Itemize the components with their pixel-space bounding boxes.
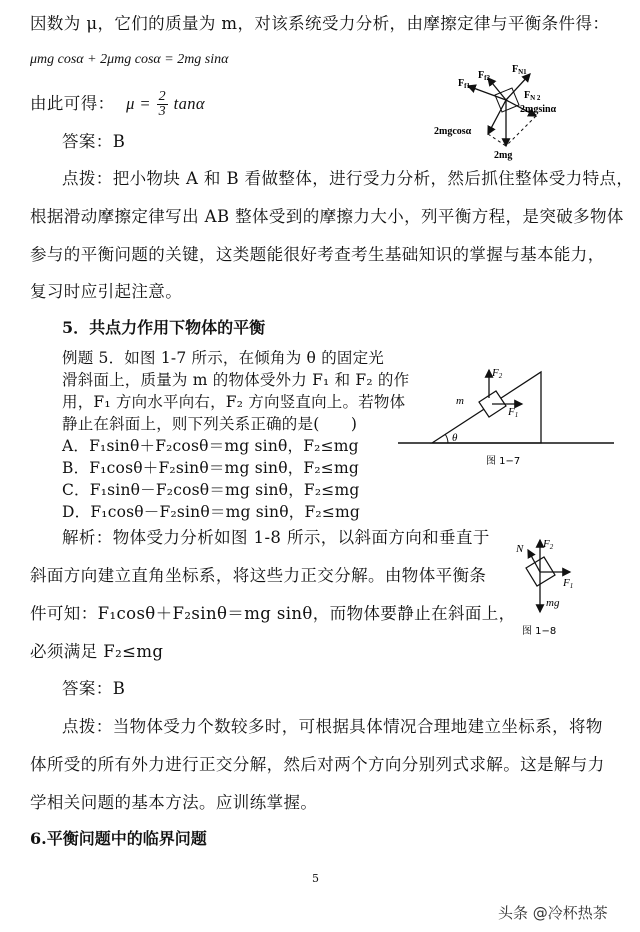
example-line: 静止在斜面上，则下列关系正确的是( ) bbox=[62, 415, 358, 433]
option-a: A．F₁sinθ＋F₂cosθ＝mg sinθ，F₂≤mg bbox=[62, 437, 359, 455]
label-2mgcos: 2mgcosα bbox=[434, 126, 472, 137]
fraction bbox=[157, 90, 168, 119]
example-line: 用，F₁ 方向水平向右，F₂ 方向竖直向上。若物体 bbox=[62, 393, 406, 411]
angle-arc bbox=[445, 434, 448, 443]
label-theta: θ bbox=[452, 432, 458, 444]
label-m: m bbox=[456, 395, 464, 407]
solution-line: 斜面方向建立直角坐标系，将这些力正交分解。由物体平衡条 bbox=[30, 566, 487, 585]
label-ff1: $F_{f1}$ bbox=[458, 78, 470, 90]
label-f1: F1 bbox=[508, 406, 519, 419]
fraction-denominator: 3 bbox=[158, 104, 166, 119]
tip-line: 根据滑动摩擦定律写出 AB 整体受到的摩擦力大小，列平衡方程，是突破多物体 bbox=[30, 207, 624, 226]
tip-line: 体所受的所有外力进行正交分解，然后对两个方向分别列式求解。这是解与力 bbox=[30, 755, 605, 774]
figure-1-7 bbox=[396, 352, 621, 470]
section-heading-6: 6.平衡问题中的临界问题 bbox=[30, 829, 207, 848]
dash-line bbox=[506, 116, 536, 146]
tip-line: 参与的平衡问题的关键，这类题能很好考查考生基础知识的掌握与基本能力， bbox=[30, 245, 605, 264]
page-number: 5 bbox=[312, 872, 319, 885]
label-mg: mg bbox=[546, 597, 560, 609]
mu-lhs: μ = bbox=[126, 94, 151, 113]
label-fn2: $F_{N 2}$ bbox=[524, 90, 541, 102]
solution-line: 解析：物体受力分析如图 1-8 所示，以斜面方向和垂直于 bbox=[62, 528, 490, 547]
label-f1: F1 bbox=[563, 577, 574, 590]
solution-line: 必须满足 F₂≤mg bbox=[30, 642, 164, 661]
solution-line: 件可知：F₁cosθ＋F₂sinθ＝mg sinθ，而物体要静止在斜面上， bbox=[30, 604, 516, 623]
section-heading-5: 5．共点力作用下物体的平衡 bbox=[62, 318, 266, 337]
label-2mgsin: 2mgsinα bbox=[520, 104, 557, 115]
label-f2: F2 bbox=[492, 367, 503, 380]
label-f2: F2 bbox=[543, 538, 554, 551]
fraction-numerator: 2 bbox=[158, 89, 166, 104]
label-fn1: $F_{N1}$ bbox=[512, 64, 527, 76]
answer-line: 答案：B bbox=[62, 132, 126, 151]
label-ff2: $F_{f2}$ bbox=[478, 70, 490, 82]
figure-caption: 图 1−7 bbox=[486, 456, 521, 467]
figure-caption: 图 1−8 bbox=[522, 626, 557, 637]
arrow-2mgcos bbox=[488, 100, 506, 134]
equation-friction-balance: μmg cosα + 2μmg cosα = 2mg sinα bbox=[30, 52, 229, 67]
example-line: 滑斜面上，质量为 m 的物体受外力 F₁ 和 F₂ 的作 bbox=[62, 371, 410, 389]
example-line: 例题 5．如图 1-7 所示，在倾角为 θ 的固定光 bbox=[62, 349, 384, 367]
option-d: D．F₁cosθ－F₂sinθ＝mg sinθ，F₂≤mg bbox=[62, 503, 361, 521]
watermark-text: 头条 @冷杯热茶 bbox=[498, 904, 608, 922]
label-n: N bbox=[516, 543, 524, 555]
tip-line: 点拨：把小物块 A 和 B 看做整体，进行受力分析，然后抓住整体受力特点， bbox=[62, 169, 634, 188]
option-c: C．F₁sinθ－F₂cosθ＝mg sinθ，F₂≤mg bbox=[62, 481, 360, 499]
tip-line: 学相关问题的基本方法。应训练掌握。 bbox=[30, 793, 318, 812]
tip-line: 复习时应引起注意。 bbox=[30, 282, 183, 301]
text-line: 因数为 μ，它们的质量为 m，对该系统受力分析，由摩擦定律与平衡条件得： bbox=[30, 14, 610, 33]
mu-rhs: tanα bbox=[173, 94, 205, 113]
force-diagram bbox=[420, 60, 600, 165]
label-2mg: 2mg bbox=[494, 150, 513, 161]
answer-line: 答案：B bbox=[62, 679, 126, 698]
figure-1-8 bbox=[508, 530, 608, 642]
text-line bbox=[30, 90, 205, 119]
tip-line: 点拨：当物体受力个数较多时，可根据具体情况合理地建立坐标系，将物 bbox=[62, 717, 603, 736]
option-b: B．F₁cosθ＋F₂sinθ＝mg sinθ，F₂≤mg bbox=[62, 459, 360, 477]
result-prefix: 由此可得： bbox=[30, 94, 115, 113]
dash-line bbox=[488, 134, 506, 146]
